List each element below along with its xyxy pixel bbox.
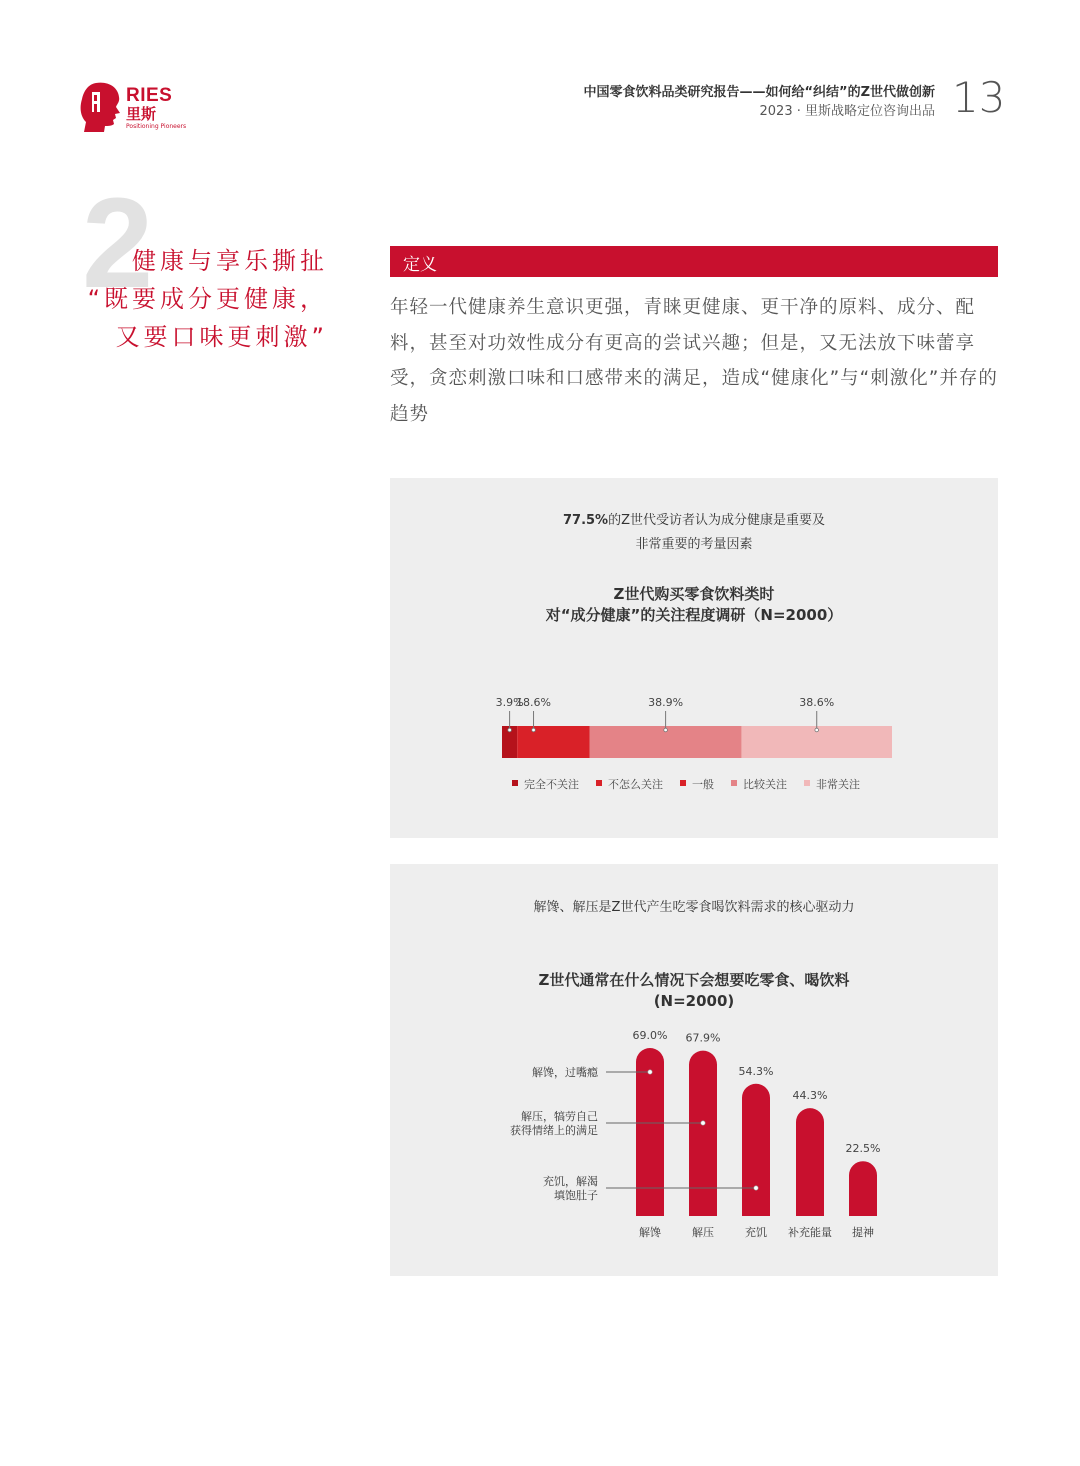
data-label: 3.9%: [495, 696, 524, 709]
legend-swatch: [596, 780, 602, 786]
panel1-note-line: 非常重要的考量因素: [635, 537, 753, 552]
chart-title-line: Z世代购买零食饮料类时: [613, 585, 775, 603]
category-label: 提神: [852, 1226, 874, 1239]
chart-title-line: Z世代通常在什么情况下会想要吃零食、喝饮料: [538, 971, 850, 989]
category-label: 充饥: [745, 1226, 767, 1239]
concern-chart-panel: [390, 478, 998, 838]
data-label: 69.0%: [632, 1029, 668, 1042]
panel1-note-highlight: 77.5%: [562, 513, 609, 528]
chart-title-line: (N=2000): [653, 992, 735, 1010]
annotation-label: 填饱肚子: [554, 1189, 598, 1202]
definition-label: 定义: [403, 255, 437, 275]
motivation-bar: [796, 1108, 824, 1216]
category-label: 补充能量: [788, 1226, 832, 1239]
data-label: 38.9%: [648, 696, 684, 709]
chart-title-line: 对“成分健康”的关注程度调研（N=2000）: [545, 606, 843, 624]
section-title-line: “既要成分更健康，: [87, 285, 328, 313]
category-label: 解压: [692, 1226, 714, 1239]
ries-logo: [80, 80, 220, 136]
annotation-label: 充饥，解渴: [543, 1175, 598, 1188]
section-title-line: 又要口味更刺激”: [115, 323, 328, 351]
definition-bar: [390, 246, 998, 277]
category-label: 解馋: [639, 1226, 661, 1239]
value-leader-dot: [815, 728, 819, 732]
legend-label: 比较关注: [743, 778, 787, 791]
data-label: 18.6%: [516, 696, 552, 709]
legend-swatch: [804, 780, 810, 786]
annotation-label: 获得情绪上的满足: [510, 1124, 598, 1137]
panel1-note-rest: 的Z世代受访者认为成分健康是重要及: [608, 513, 825, 528]
definition-text: 年轻一代健康养生意识更强，青睐更健康、更干净的原料、成分、配料，甚至对功效性成分有更高的尝试兴趣；但是，又无法放下味蕾享受，贪恋刺激口味和口感带来的满足，造成“健康化”与“刺激化”并存的趋势: [390, 297, 998, 425]
data-label: 22.5%: [845, 1142, 881, 1156]
legend-swatch: [680, 780, 686, 786]
legend-label: 完全不关注: [524, 778, 579, 791]
data-label: 67.9%: [685, 1031, 721, 1045]
annotation-dot: [648, 1070, 652, 1074]
annotation-label: 解馋，过嘴瘾: [532, 1066, 598, 1079]
data-label: 44.3%: [792, 1089, 828, 1103]
concern-chart-svg: [390, 478, 998, 838]
logo-brand: RIES: [126, 85, 173, 106]
report-title: 中国零食饮料品类研究报告——如何给“纠结”的Z世代做创新: [583, 85, 935, 100]
section-number: 2: [82, 172, 154, 315]
section-title: [88, 242, 328, 356]
value-leader-dot: [532, 728, 536, 732]
logo-tagline: Positioning Pioneers: [126, 123, 187, 130]
page-number: 13: [952, 73, 1006, 122]
legend-swatch: [512, 780, 518, 786]
motivation-bar: [742, 1084, 770, 1216]
motivation-chart-svg: [390, 864, 998, 1276]
legend-label: 非常关注: [816, 778, 860, 791]
motivation-bar: [689, 1051, 717, 1216]
stacked-bar-segment: [517, 726, 590, 758]
annotation-dot: [701, 1121, 705, 1125]
panel2-note: 解馋、解压是Z世代产生吃零食喝饮料需求的核心驱动力: [533, 900, 855, 915]
data-label: 54.3%: [738, 1064, 774, 1078]
motivation-chart-panel: [390, 864, 998, 1276]
legend-label: 一般: [692, 778, 714, 791]
annotation-label: 解压，犒劳自己: [521, 1110, 598, 1123]
profile-head-logo-icon: [80, 82, 124, 132]
value-leader-dot: [664, 728, 668, 732]
legend-label: 不怎么关注: [608, 778, 663, 791]
section-title-line: 健康与享乐撕扯: [132, 247, 328, 275]
legend-swatch: [731, 780, 737, 786]
logo-brand-cn: 里斯: [126, 105, 157, 123]
value-leader-dot: [508, 728, 512, 732]
motivation-bar: [849, 1161, 877, 1216]
annotation-dot: [754, 1186, 758, 1190]
data-label: 38.6%: [799, 696, 835, 709]
report-subtitle: 2023 · 里斯战略定位咨询出品: [759, 104, 935, 119]
